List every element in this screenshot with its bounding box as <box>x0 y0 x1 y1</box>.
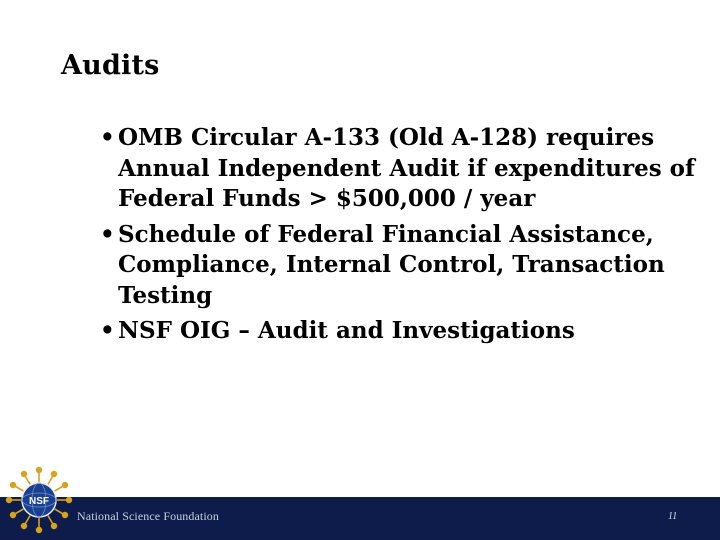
footer-bar <box>0 497 720 540</box>
nsf-logo-icon <box>4 462 74 540</box>
bullet-list <box>100 123 710 352</box>
bullet-item: • NSF OIG – Audit and Investigations <box>100 316 710 347</box>
bullet-item: • Schedule of Federal Financial Assistance, Compliance, Internal Control, Transaction Testing <box>100 220 710 312</box>
logo-text: NSF <box>29 496 49 507</box>
bullet-item: • OMB Circular A-133 (Old A-128) requires Annual Independent Audit if expenditures of Federal Funds > $500,000 / year <box>100 123 710 215</box>
footer-organization: National Science Foundation <box>77 509 220 523</box>
page-number: 11 <box>668 511 678 522</box>
slide-title: Audits <box>61 50 160 81</box>
